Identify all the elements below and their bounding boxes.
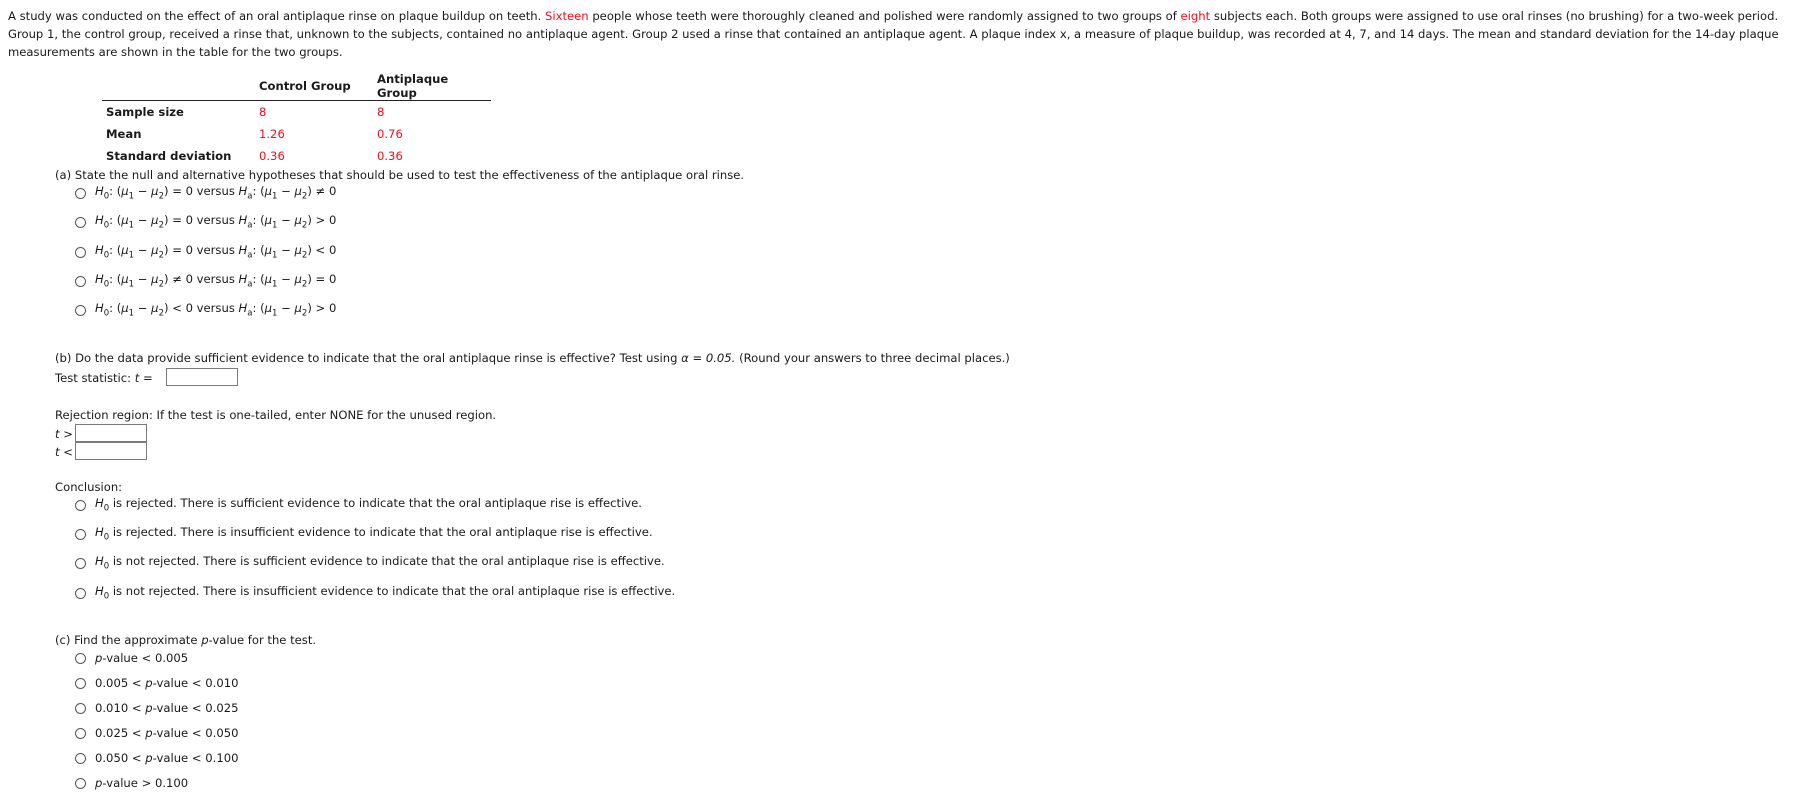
rejection-upper-input[interactable] bbox=[75, 424, 147, 442]
p-value-option[interactable] bbox=[75, 749, 238, 767]
p-value-text: 0.010 < p-value < 0.025 bbox=[95, 701, 239, 715]
hypothesis-option[interactable] bbox=[75, 213, 336, 231]
conclusion-option[interactable] bbox=[75, 525, 653, 543]
table-row bbox=[102, 101, 491, 124]
conclusion-text: $H_0$ is rejected. There is sufficient evidence to indicate that the oral antiplaque rise is effective. bbox=[95, 496, 642, 514]
radio-button[interactable] bbox=[75, 217, 86, 228]
intro-text-3: subjects each. Both groups were assigned to use oral rinses (no brushing) for a two-week period. Group 1, the control group, received a rinse that, unknown to the subjects, contained no antiplaque agent. Group 2 used a rinse that contained an antiplaque agent. A plaque index x, a measure of plaque buildup, was recorded at 4, 7, and 14 days. The mean and standard deviation for the 14-day plaque measurements are shown in the table for the two groups. bbox=[8, 9, 1779, 59]
hypothesis-text: $H_0$: $(\mu_1 - \mu_2) \ne 0$ versus $H_a$: $(\mu_1 - \mu_2) = 0$ bbox=[95, 272, 337, 290]
summary-table bbox=[102, 72, 491, 167]
t-less-label: t < bbox=[55, 445, 73, 459]
hypothesis-option[interactable] bbox=[75, 301, 336, 319]
p-value-text: p-value > 0.100 bbox=[95, 776, 189, 790]
t-greater-label: t > bbox=[55, 427, 73, 441]
p-value-option[interactable] bbox=[75, 724, 238, 742]
conclusion-label: Conclusion: bbox=[55, 480, 123, 494]
test-statistic-label: Test statistic: t = bbox=[55, 371, 153, 385]
hypothesis-text: $H_0$: $(\mu_1 - \mu_2) = 0$ versus $H_a$: $(\mu_1 - \mu_2) \ne 0$ bbox=[95, 184, 337, 202]
conclusion-text: $H_0$ is not rejected. There is insufficient evidence to indicate that the oral antiplaque rise is effective. bbox=[95, 584, 676, 602]
hypothesis-text: $H_0$: $(\mu_1 - \mu_2) = 0$ versus $H_a$: $(\mu_1 - \mu_2) < 0$ bbox=[95, 243, 337, 261]
row-label: Mean bbox=[106, 127, 142, 141]
conclusion-text: $H_0$ is rejected. There is insufficient evidence to indicate that the oral antiplaque rise is effective. bbox=[95, 525, 653, 543]
radio-button[interactable] bbox=[75, 753, 86, 764]
part-c-question: (c) Find the approximate p-value for the test. bbox=[55, 633, 317, 647]
table-header-blank bbox=[102, 72, 255, 101]
problem-statement bbox=[8, 7, 1788, 61]
hypothesis-option[interactable] bbox=[75, 243, 336, 261]
radio-button[interactable] bbox=[75, 305, 86, 316]
antiplaque-value: 0.36 bbox=[377, 149, 403, 163]
radio-button[interactable] bbox=[75, 678, 86, 689]
table-row bbox=[102, 145, 491, 167]
test-statistic-input[interactable] bbox=[166, 368, 238, 386]
rejection-region-label: Rejection region: If the test is one-tailed, enter NONE for the unused region. bbox=[55, 408, 497, 422]
p-value-option[interactable] bbox=[75, 649, 188, 667]
sample-total: Sixteen bbox=[545, 9, 589, 23]
p-value-text: 0.025 < p-value < 0.050 bbox=[95, 726, 239, 740]
conclusion-option[interactable] bbox=[75, 496, 642, 514]
p-value-text: 0.005 < p-value < 0.010 bbox=[95, 676, 239, 690]
table-header-antiplaque: Antiplaque Group bbox=[373, 72, 491, 101]
table-header-control: Control Group bbox=[255, 72, 373, 101]
table-row bbox=[102, 123, 491, 145]
radio-button[interactable] bbox=[75, 653, 86, 664]
round-note: (Round your answers to three decimal places.) bbox=[739, 351, 1010, 365]
table-header-row bbox=[102, 72, 491, 101]
control-value: 8 bbox=[259, 105, 267, 119]
conclusion-option[interactable] bbox=[75, 584, 675, 602]
p-value-text: 0.050 < p-value < 0.100 bbox=[95, 751, 239, 765]
rejection-lower-input[interactable] bbox=[75, 442, 147, 460]
hypothesis-text: $H_0$: $(\mu_1 - \mu_2) < 0$ versus $H_a$: $(\mu_1 - \mu_2) > 0$ bbox=[95, 301, 337, 319]
row-label: Sample size bbox=[106, 105, 184, 119]
radio-button[interactable] bbox=[75, 529, 86, 540]
conclusion-option[interactable] bbox=[75, 554, 665, 572]
hypothesis-option[interactable] bbox=[75, 184, 336, 202]
radio-button[interactable] bbox=[75, 188, 86, 199]
p-value-option[interactable] bbox=[75, 774, 188, 792]
p-value-text: p-value < 0.005 bbox=[95, 651, 189, 665]
hypothesis-option[interactable] bbox=[75, 272, 336, 290]
radio-button[interactable] bbox=[75, 276, 86, 287]
part-a-question: (a) State the null and alternative hypotheses that should be used to test the effectiveness of the antiplaque oral rinse. bbox=[55, 168, 745, 182]
antiplaque-value: 0.76 bbox=[377, 127, 403, 141]
control-value: 1.26 bbox=[259, 127, 285, 141]
antiplaque-value: 8 bbox=[377, 105, 385, 119]
part-b-question: (b) Do the data provide sufficient evidence to indicate that the oral antiplaque rinse is effective? Test using α = 0.05. (Round your answers to three decimal places.) bbox=[55, 351, 1010, 365]
radio-button[interactable] bbox=[75, 728, 86, 739]
hypothesis-text: $H_0$: $(\mu_1 - \mu_2) = 0$ versus $H_a$: $(\mu_1 - \mu_2) > 0$ bbox=[95, 213, 337, 231]
alpha-value: α = 0.05. bbox=[681, 351, 736, 365]
group-size: eight bbox=[1180, 9, 1211, 23]
p-value-option[interactable] bbox=[75, 674, 238, 692]
intro-text-1: A study was conducted on the effect of an oral antiplaque rinse on plaque buildup on teeth. bbox=[8, 9, 546, 23]
radio-button[interactable] bbox=[75, 500, 86, 511]
conclusion-text: $H_0$ is not rejected. There is sufficient evidence to indicate that the oral antiplaque rise is effective. bbox=[95, 554, 665, 572]
radio-button[interactable] bbox=[75, 703, 86, 714]
p-value-option[interactable] bbox=[75, 699, 238, 717]
radio-button[interactable] bbox=[75, 778, 86, 789]
radio-button[interactable] bbox=[75, 247, 86, 258]
row-label: Standard deviation bbox=[106, 149, 232, 163]
intro-text-2: people whose teeth were thoroughly cleaned and polished were randomly assigned to two groups of bbox=[588, 9, 1181, 23]
radio-button[interactable] bbox=[75, 588, 86, 599]
radio-button[interactable] bbox=[75, 558, 86, 569]
control-value: 0.36 bbox=[259, 149, 285, 163]
